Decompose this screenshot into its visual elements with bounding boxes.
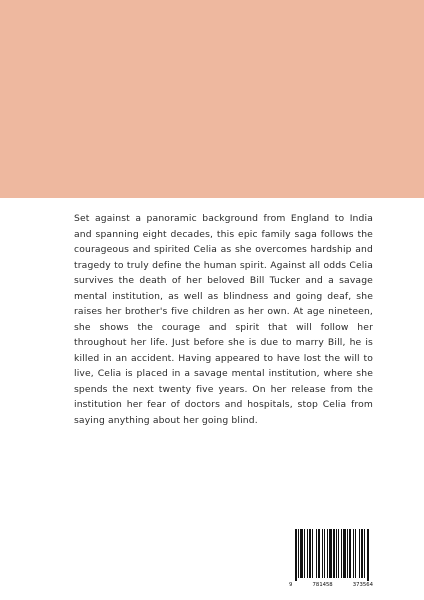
- barcode-bar: [318, 529, 320, 578]
- barcode-bar: [295, 529, 297, 581]
- barcode-bar: [367, 529, 369, 581]
- barcode-bar: [300, 529, 303, 578]
- barcode-bar: [312, 529, 313, 578]
- barcode-bar: [359, 529, 360, 578]
- barcode-bar: [304, 529, 305, 578]
- barcode-bar: [355, 529, 356, 578]
- barcode-bar: [338, 529, 339, 578]
- barcode-bar: [329, 529, 332, 578]
- back-cover-blurb: Set against a panoramic background from England to India and spanning eight decades, this epic family saga follows the courageous and spirited Celia as she overcomes hardship and tragedy to truly define the human spirit. Against all odds Celia survives the death of her beloved Bill Tucker and a savage mental institution, as well as blindness and going deaf, she raises her brother's five children as her own. At age nineteen, she shows the courage and spirit that will follow her throughout her life. Just before she is due to marry Bill, he is killed in an accident. Having appeared to have lost the will to live, Celia is placed in a savage mental institution, where she spends the next twenty five years. On her release from the institution her fear of doctors and hospitals, stop Celia from saying anything about her going blind.: [74, 213, 373, 426]
- barcode-bar: [364, 529, 365, 578]
- barcode-bars: [289, 527, 373, 583]
- barcode-bar: [361, 529, 363, 578]
- barcode-bar: [322, 529, 323, 578]
- barcode-bar: [333, 529, 335, 578]
- barcode-bar: [298, 529, 299, 578]
- barcode-bar: [349, 529, 351, 578]
- barcode-bar: [309, 529, 311, 578]
- barcode-bar: [324, 529, 325, 578]
- barcode-bar: [341, 529, 342, 578]
- barcode-digit-group-right: 373564: [352, 582, 373, 588]
- barcode-bar: [336, 529, 337, 578]
- barcode-bar: [353, 529, 354, 578]
- barcode-bar: [307, 529, 308, 578]
- cover-color-band: [0, 0, 424, 198]
- barcode-digit-lead: 9: [289, 582, 293, 588]
- isbn-barcode: [289, 527, 373, 591]
- barcode-bar: [343, 529, 346, 578]
- barcode-bar: [327, 529, 328, 578]
- barcode-bar: [347, 529, 348, 578]
- barcode-digit-group-left: 781458: [312, 582, 333, 588]
- barcode-bar: [316, 529, 317, 578]
- barcode-digits: [289, 582, 373, 589]
